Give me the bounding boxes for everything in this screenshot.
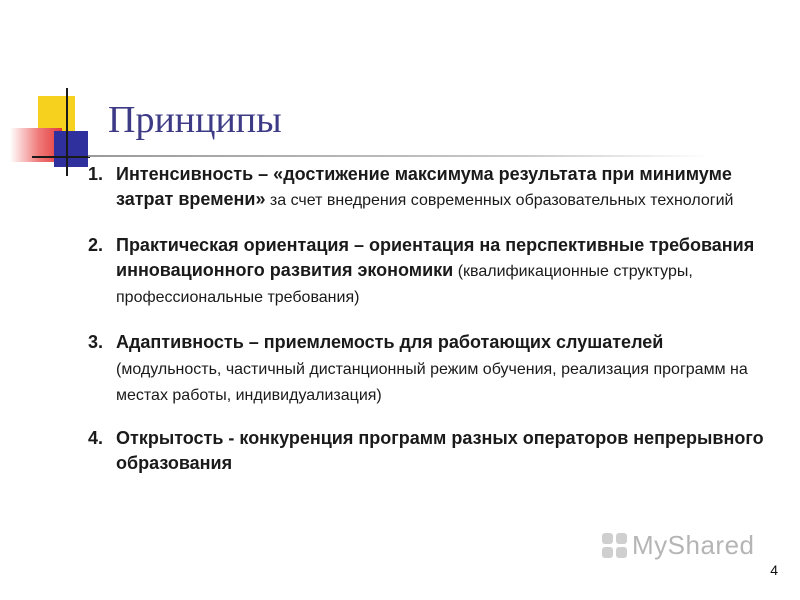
item-text [116, 330, 768, 408]
decor-blue-square [54, 131, 88, 167]
item-bold-text: Практическая ориентация – ориентация на перспективные требования инновационного развития экономики [116, 235, 755, 280]
list-item [88, 426, 768, 477]
item-text [116, 233, 768, 310]
list-item [88, 233, 768, 310]
watermark [602, 530, 755, 561]
item-normal-text: (квалификационные структуры, профессиональные требования) [116, 263, 693, 306]
decor-horizontal-line [32, 156, 90, 158]
item-number: 1. [88, 164, 104, 184]
slide-title: Принципы [108, 99, 282, 141]
title-underline-rule [88, 155, 708, 157]
item-text [116, 162, 768, 213]
item-bold-text: Адаптивность – приемлемость для работающих слушателей [116, 332, 664, 352]
item-normal-text: (модульность, частичный дистанционный режим обучения, реализация программ на местах работы, индивидуализация) [116, 361, 748, 404]
item-bold-text: Интенсивность – «достижение максимума результата при минимуме затрат времени» [116, 164, 732, 209]
item-number: 2. [88, 235, 104, 255]
item-bold-text: Открытость - конкуренция программ разных операторов непрерывного образования [116, 428, 764, 473]
principles-list [88, 162, 768, 497]
decor-vertical-line [66, 88, 68, 176]
item-number: 4. [88, 428, 104, 448]
watermark-logo-icon [602, 533, 628, 559]
list-item [88, 162, 768, 213]
list-item [88, 330, 768, 408]
watermark-text: MyShared [632, 530, 755, 560]
item-number: 3. [88, 332, 104, 352]
page-number: 4 [770, 562, 778, 578]
item-text [116, 426, 768, 477]
item-normal-text: за счет внедрения современных образовательных технологий [265, 192, 734, 209]
